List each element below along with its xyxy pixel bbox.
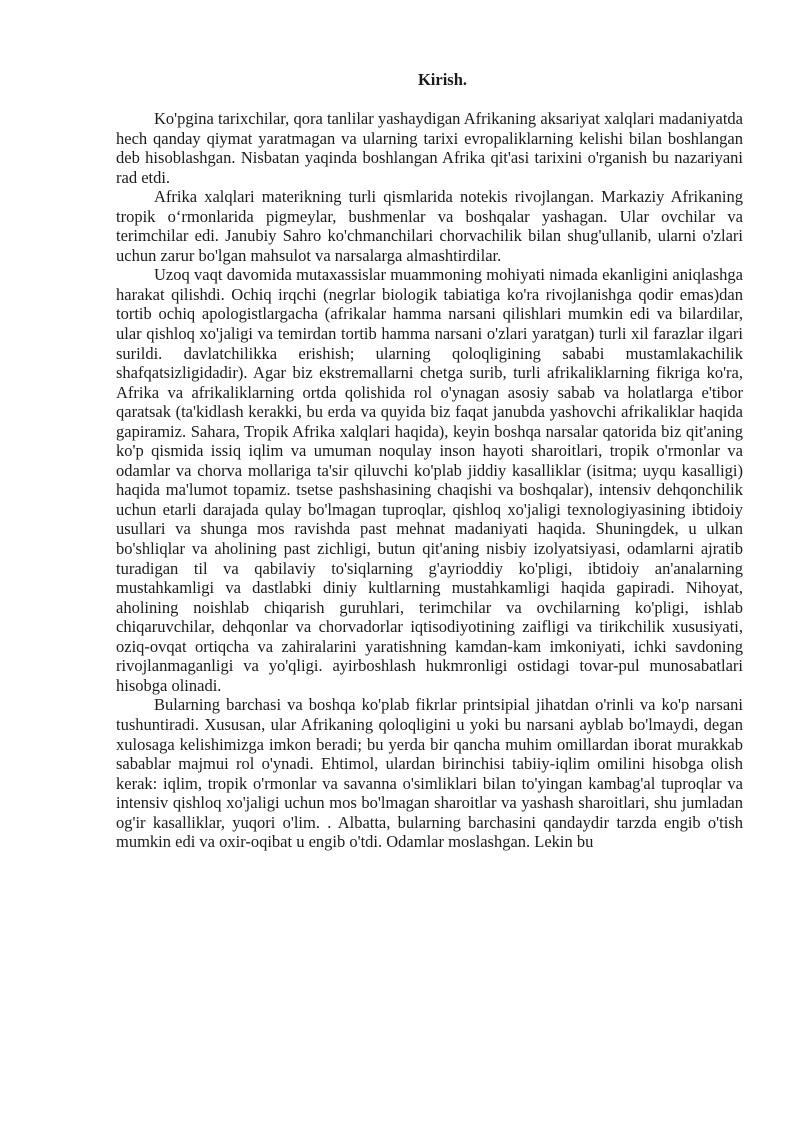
paragraph-4: Bularning barchasi va boshqa ko'plab fikrlar printsipial jihatdan o'rinli va ko'p narsani tushuntiradi. Xususan, ular Afrikaning qoloqligini u yoki bu narsani ayblab bo'lmaydi, degan xulosaga kelishimizga imkon beradi; bu yerda bir qancha muhim omillardan iborat murakkab sabablar majmui rol o'ynadi. Ehtimol, ulardan birinchisi tabiiy-iqlim omilini hisobga olish kerak: iqlim, tropik o'rmonlar va savanna o'simliklari bilan to'yingan kambag'al tuproqlar va intensiv qishloq xo'jaligi uchun mos bo'lmagan sharoitlar va yashash sharoitlari, shu jumladan og'ir kasalliklar, yuqori o'lim. . Albatta, bularning barchasini qandaydir tarzda engib o'tish mumkin edi va oxir-oqibat u engib o'tdi. Odamlar moslashgan. Lekin bu — [116, 695, 743, 852]
paragraph-2: Afrika xalqlari materikning turli qismlarida notekis rivojlangan. Markaziy Afrikaning tropik o‘rmonlarida pigmeylar, bushmenlar va boshqalar yashagan. Ular ovchilar va terimchilar edi. Janubiy Sahro ko'chmanchilari chorvachilik bilan shug'ullanib, ularni o'zlari uchun zarur bo'lgan mahsulot va narsalarga almashtirdilar. — [116, 187, 743, 265]
paragraph-3: Uzoq vaqt davomida mutaxassislar muammoning mohiyati nimada ekanligini aniqlashga harakat qilishdi. Ochiq irqchi (negrlar biologik tabiatiga ko'ra rivojlanishga qodir emas)dan tortib ochiq apologistlargacha (afrikalar hamma narsani qilishlari mumkin edi va bilardilar, ular qishloq xo'jaligi va temirdan tortib hamma narsani o'zlari yaratgan) turli xil farazlar ilgari surildi. davlatchilikka erishish; ularning qoloqligining sababi mustamlakachilik shafqatsizligidadir). Agar biz ekstremallarni chetga surib, turli afrikaliklarning fikriga ko'ra, Afrika va afrikaliklarning ortda qolishida rol o'ynagan asosiy sabab va holatlarga e'tibor qaratsak (ta'kidlash kerakki, bu erda va quyida biz faqat janubda yashovchi afrikaliklar haqida gapiramiz. Sahara, Tropik Afrika xalqlari haqida), keyin boshqa narsalar qatorida biz qit'aning ko'p qismida issiq iqlim va umuman noqulay inson hayoti sharoitlari, tropik o'rmonlar va odamlar va chorva mollariga ta'sir qiluvchi ko'plab jiddiy kasalliklar (isitma; uyqu kasalligi) haqida ma'lumot topamiz. tsetse pashshasining chaqishi va boshqalar), intensiv dehqonchilik uchun etarli darajada qulay bo'lmagan tuproqlar, qishloq xo'jaligi texnologiyasining ibtidoiy usullari va shunga mos ravishda past mehnat madaniyati haqida. Shuningdek, u ulkan bo'shliqlar va aholining past zichligi, butun qit'aning nisbiy izolyatsiyasi, odamlarni ajratib turadigan til va qabilaviy to'siqlarning g'ayrioddiy ko'pligi, ibtidoiy an'analarning mustahkamligi va dastlabki diniy kultlarning mustahkamligi haqida gapiradi. Nihoyat, aholining noishlab chiqarish guruhlari, terimchilar va ovchilarning ko'pligi, ishlab chiqaruvchilar, dehqonlar va chorvadorlar iqtisodiyotining zaifligi va tirikchilik xususiyati, oziq-ovqat ortiqcha va zahiralarini yaratishning kamdan-kam imkoniyati, ichki savdoning rivojlanmaganligi va yo'qligi. ayirboshlash hukmronligi ostidagi tovar-pul munosabatlari hisobga olinadi. — [116, 265, 743, 695]
document-page — [116, 70, 743, 852]
page-title: Kirish. — [417, 70, 468, 89]
paragraph-1: Ko'pgina tarixchilar, qora tanlilar yashaydigan Afrikaning aksariyat xalqlari madaniyatda hech qanday qiymat yaratmagan va ularning tarixi evropaliklarning kelishi bilan boshlangan deb hisoblashgan. Nisbatan yaqinda boshlangan Afrika qit'asi tarixini o'rganish bu nazariyani rad etdi. — [116, 109, 743, 187]
